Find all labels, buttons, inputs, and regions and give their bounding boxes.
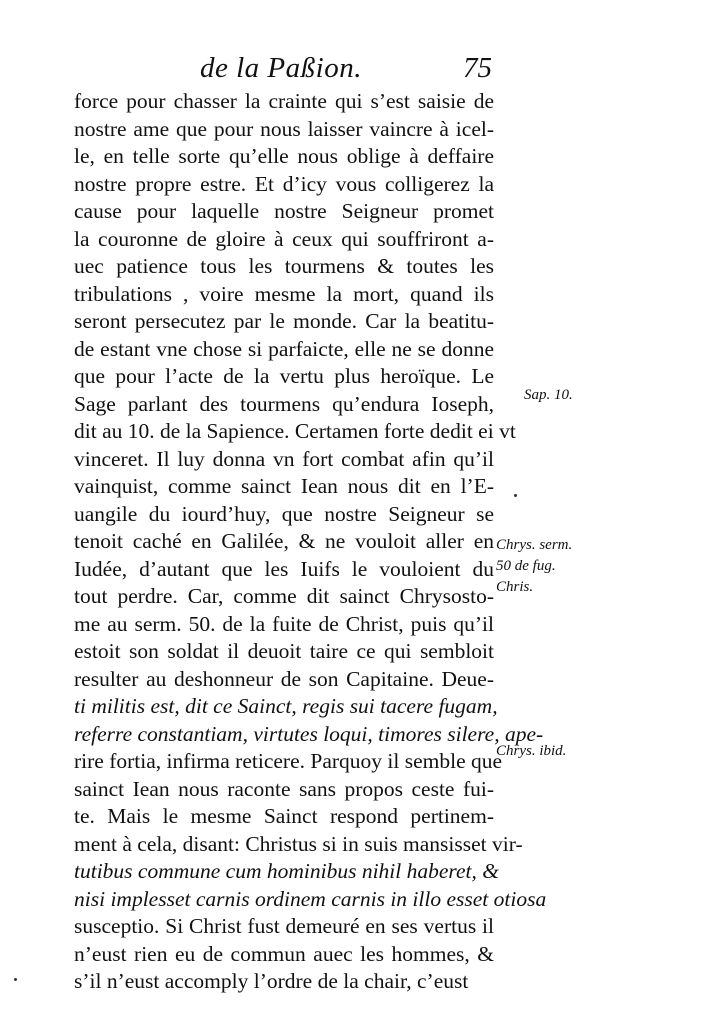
text-line: uec patience tous les tourmens & toutes les	[74, 254, 494, 278]
text-line: n’eust rien eu de commun auec les hommes, &	[74, 941, 494, 966]
text-line: Sage parlant des tourmens qu’endura Ioseph,	[74, 391, 494, 416]
text-line: le, en telle sorte qu’elle nous oblige à deffaire	[74, 144, 494, 168]
text-line: referre constantiam, virtutes loqui, timores silere, ape-	[74, 721, 544, 746]
marginal-note-sap: Sap. 10.	[524, 387, 573, 403]
page-number: 75	[463, 52, 492, 84]
text-line: cause pour laquelle nostre Seigneur promet	[74, 199, 494, 223]
text-line: tout perdre. Car, comme dit sainct Chrysosto-	[74, 584, 494, 608]
ink-speck	[514, 494, 517, 497]
text-line: seront persecutez par le monde. Car la beatitu-	[74, 309, 494, 333]
text-line: vinceret. Il luy donna vn fort combat afin qu’il	[74, 446, 494, 471]
text-line: que pour l’acte de la vertu plus heroïque. Le	[74, 364, 494, 388]
text-line: vainquist, comme sainct Iean nous dit en l’E-	[74, 474, 494, 498]
text-line: la couronne de gloire à ceux qui souffriront a-	[74, 226, 494, 251]
running-title: de la Paßion.	[200, 52, 362, 84]
marginal-note-de-fug: 50 de fug.	[496, 558, 556, 574]
ink-speck	[14, 978, 17, 981]
text-line: uangile du iourd’huy, que nostre Seigneur se	[74, 501, 494, 526]
text-line: force pour chasser la crainte qui s’est saisie de	[74, 89, 494, 113]
page-header	[200, 52, 520, 92]
text-line: estoit son soldat il deuoit taire ce qui sembloit	[74, 639, 494, 663]
text-line: rire fortia, infirma reticere. Parquoy il semble que	[74, 749, 503, 773]
text-line: resulter au deshonneur de son Capitaine. Deue-	[74, 666, 494, 691]
text-line: ment à cela, disant: Christus si in suis mansisset vir-	[74, 831, 523, 856]
text-line: sainct Iean nous raconte sans propos ceste fui-	[74, 776, 494, 801]
marginal-note-chris: Chris.	[496, 579, 534, 595]
text-line: me au serm. 50. de la fuite de Christ, puis qu’il	[74, 611, 494, 636]
text-line: tutibus commune cum hominibus nihil haberet, &	[74, 859, 499, 883]
text-line: de estant vne chose si parfaicte, elle ne se donne	[74, 336, 494, 361]
text-line: nostre propre estre. Et d’icy vous colligerez la	[74, 171, 494, 196]
text-line: susceptio. Si Christ fust demeuré en ses vertus il	[74, 914, 494, 938]
text-line: s’il n’eust accomply l’ordre de la chair, c’eust	[74, 969, 469, 993]
text-line: dit au 10. de la Sapience. Certamen forte dedit ei vt	[74, 419, 516, 443]
marginal-note-chrys-ibid: Chrys. ibid.	[496, 743, 567, 759]
marginal-note-chrys-serm: Chrys. serm.	[496, 537, 573, 553]
text-line: tribulations , voire mesme la mort, quand ils	[74, 281, 494, 306]
text-line: te. Mais le mesme Sainct respond pertinem-	[74, 804, 494, 828]
text-line: ti militis est, dit ce Sainct, regis sui tacere fugam,	[74, 694, 498, 718]
text-line: tenoit caché en Galilée, & ne vouloit aller en	[74, 529, 494, 553]
text-line: nisi implesset carnis ordinem carnis in illo esset otiosa	[74, 886, 547, 911]
text-line: nostre ame que pour nous laisser vaincre à icel-	[74, 116, 494, 141]
text-line: Iudée, d’autant que les Iuifs le vouloient du	[74, 556, 494, 581]
